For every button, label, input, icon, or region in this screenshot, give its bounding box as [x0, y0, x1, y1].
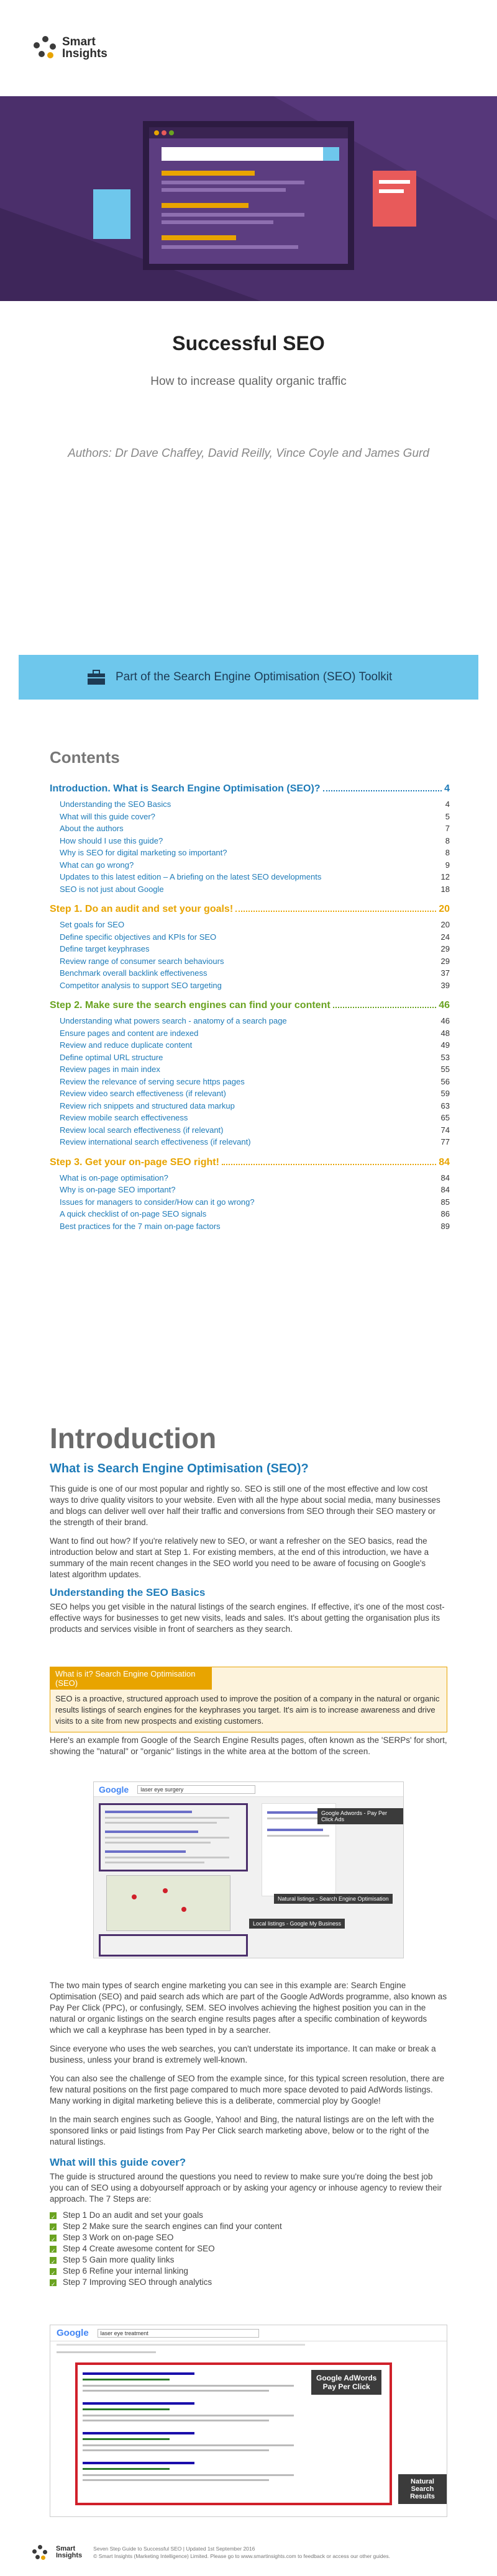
toolkit-banner: [19, 655, 478, 700]
map-icon: [106, 1875, 230, 1931]
toc-item[interactable]: What will this guide cover? 5: [60, 811, 450, 821]
serp-search-box: laser eye treatment: [98, 2329, 259, 2338]
toc-item[interactable]: A quick checklist of on-page SEO signals 86: [60, 1209, 450, 1218]
paragraph: The two main types of search engine marketing you can see in this example are: Search Engine Optimisation (SEO) and paid search ads which are part of the Google AdWords programme, also known as Pay Per Click (PPC), or confusingly, SEM. SEO involves achieving the highest position you can in the natural or organic listings on the search engine results pages after a specific combination of keywords which we call a keyphrase has been typed in by a searcher.: [50, 1981, 447, 2035]
toc-item[interactable]: Why is on-page SEO important? 84: [60, 1185, 450, 1194]
toc-item[interactable]: Review video search effectiveness (if relevant) 59: [60, 1089, 450, 1098]
toc-item[interactable]: Benchmark overall backlink effectiveness 37: [60, 968, 450, 978]
hero-illustration: [0, 96, 497, 301]
serp-header: [94, 1782, 403, 1797]
toc-item[interactable]: Set goals for SEO 20: [60, 920, 450, 929]
body-section: [50, 1980, 447, 2288]
cover-authors: Authors: Dr Dave Chaffey, David Reilly, Vince Coyle and James Gurd: [68, 447, 429, 460]
footer-logo-icon: [32, 2545, 47, 2560]
serp-screenshot-1: [93, 1781, 404, 1958]
toc-item[interactable]: About the authors 7: [60, 824, 450, 833]
definition-callout: [50, 1667, 447, 1732]
toc-section-heading[interactable]: Step 2. Make sure the search engines can find your content 46: [50, 1000, 450, 1011]
google-logo: Google: [57, 2328, 89, 2338]
intro-section: [50, 1462, 447, 1635]
cover-title-block: [0, 332, 497, 389]
toc-section: [50, 904, 450, 991]
toc-item[interactable]: Review pages in main index 55: [60, 1065, 450, 1074]
paragraph: You can also see the challenge of SEO from the example since, for this typical screen resolution, there are few natural positions on the first page compared to much more space devoted to paid AdWords listings. Many working in digital marketing believe this is a deliberate, commercial ploy by Google!: [50, 2074, 445, 2105]
toc-section: [50, 1000, 450, 1148]
table-of-contents: [50, 783, 450, 1241]
toc-item[interactable]: Why is SEO for digital marketing so important? 8: [60, 848, 450, 857]
checkbox-icon: [50, 2279, 57, 2286]
toc-item[interactable]: Review local search effectiveness (if relevant) 74: [60, 1125, 450, 1135]
adwords-label: Google AdWords Pay Per Click: [311, 2370, 381, 2395]
list-item: ✓ Step 3 Work on on-page SEO: [50, 2232, 447, 2243]
toc-item[interactable]: What can go wrong? 9: [60, 860, 450, 870]
natural-highlight-box: [99, 1934, 248, 1957]
footer-text: Seven Step Guide to Successful SEO | Updated 1st September 2016 © Smart Insights (Marketing Intelligence) Limited. Please go to www.smartinsights.com to feedback or access our other guides.: [93, 2546, 390, 2559]
toc-item[interactable]: Review range of consumer search behaviours 29: [60, 956, 450, 966]
checkbox-icon: [50, 2235, 57, 2241]
toc-item[interactable]: Updates to this latest edition – A briefing on the latest SEO developments 12: [60, 872, 450, 881]
toc-item[interactable]: Review mobile search effectiveness 65: [60, 1113, 450, 1122]
list-item: ✓ Step 5 Gain more quality links: [50, 2254, 447, 2266]
serp-screenshot-2: [50, 2325, 447, 2517]
toc-item[interactable]: Competitor analysis to support SEO targeting 39: [60, 980, 450, 990]
google-logo: Google: [99, 1784, 129, 1795]
paragraph: Want to find out how? If you're relatively new to SEO, or want a refresher on the SEO basics, read the introduction below and start at Step 1. For existing members, at the end of this introduction, we have a summary of the main recent changes in the SEO world you need to be aware of focusing on Google's latest algorithm updates.: [50, 1536, 429, 1579]
browser-illustration-icon: [0, 96, 497, 301]
cover-title: Successful SEO: [172, 332, 325, 354]
guide-cover-heading: What will this guide cover?: [50, 2156, 186, 2168]
list-item: ✓ Step 6 Refine your internal linking: [50, 2266, 447, 2277]
steps-list: [50, 2210, 447, 2288]
list-item: ✓ Step 7 Improving SEO through analytics: [50, 2277, 447, 2288]
introduction-heading: Introduction: [50, 1422, 217, 1454]
toc-item[interactable]: Understanding what powers search - anatomy of a search page 46: [60, 1016, 450, 1025]
toc-section-heading[interactable]: Step 3. Get your on-page SEO right! 84: [50, 1156, 450, 1168]
checkbox-icon: [50, 2257, 57, 2264]
toc-item[interactable]: Define target keyphrases 29: [60, 944, 450, 953]
paragraph: SEO helps you get visible in the natural listings of the search engines. If effective, it's one of the most cost-effective ways for businesses to get new visits, leads and sales. It's about getting the organisation plus its products and services visible in front of searchers as they search.: [50, 1602, 445, 1634]
cover-subtitle: How to increase quality organic traffic: [150, 375, 347, 388]
natural-results-label: Natural Search Results: [398, 2474, 447, 2504]
toolkit-text: Part of the Search Engine Optimisation (SEO) Toolkit: [116, 670, 393, 683]
natural-label: Natural listings - Search Engine Optimisation: [274, 1894, 393, 1904]
toc-section: [50, 1157, 450, 1233]
local-label: Local listings - Google My Business: [249, 1919, 345, 1929]
smart-insights-logo: [34, 36, 107, 60]
toc-item[interactable]: Issues for managers to consider/How can it go wrong? 85: [60, 1197, 450, 1207]
ads-label: Google Adwords - Pay Per Click Ads: [317, 1808, 403, 1824]
list-item: ✓ Step 2 Make sure the search engines can find your content: [50, 2221, 447, 2232]
paragraph: This guide is one of our most popular and rightly so. SEO is still one of the most effective and low cost ways to drive quality visitors to your website. Even with all the hype about social media, many businesses and blogs can deliver well over half their traffic and conversions from SEO through their SEO mastery or the strength of their brand.: [50, 1484, 440, 1527]
toc-item[interactable]: Define optimal URL structure 53: [60, 1052, 450, 1062]
callout-body: SEO is a proactive, structured approach used to improve the position of a company in the natural or organic results listings of search engines for the keyphrases you target. It's aim is to increase awareness and drive visits to a site from new prospects and existing customers.: [55, 1694, 440, 1726]
what-is-seo-heading: What is Search Engine Optimisation (SEO)?: [50, 1462, 309, 1475]
toc-item[interactable]: Define specific objectives and KPIs for SEO 24: [60, 932, 450, 942]
toc-item[interactable]: Review rich snippets and structured data markup 63: [60, 1101, 450, 1110]
toc-section-heading[interactable]: Step 1. Do an audit and set your goals! 20: [50, 904, 450, 914]
logo-text: Smart Insights: [62, 35, 107, 60]
toc-section: [50, 783, 450, 895]
paragraph: The guide is structured around the questions you need to review to make sure you're doing the best job you can of SEO using a dobyourself approach or by asking your agency or inhouse agency to review their approach. The 7 Steps are:: [50, 2172, 442, 2204]
page-footer: [32, 2545, 467, 2560]
paragraph: Here's an example from Google of the Search Engine Results pages, often known as the 'SERPs' for short, showing the "natural" or "organic" listings in the white area at the bottom of the screen.: [50, 1736, 447, 1756]
checkbox-icon: [50, 2246, 57, 2253]
paragraph: Since everyone who uses the web searches, you can't understate its importance. It can make or break a business, unless your brand is extremely well-known.: [50, 2044, 436, 2065]
toc-section-heading[interactable]: Introduction. What is Search Engine Optimisation (SEO)? 4: [50, 783, 450, 794]
paragraph: In the main search engines such as Google, Yahoo! and Bing, the natural listings are on the left with the sponsored links or paid listings from Pay Per Click search marketing above, below or to the right of the natural listings.: [50, 2115, 434, 2146]
toc-item[interactable]: How should I use this guide? 8: [60, 835, 450, 845]
seo-basics-heading: Understanding the SEO Basics: [50, 1587, 206, 1598]
toolbox-icon: [87, 669, 106, 685]
toc-item[interactable]: Understanding the SEO Basics 4: [60, 799, 450, 809]
list-item: ✓ Step 1 Do an audit and set your goals: [50, 2210, 447, 2221]
checkbox-icon: [50, 2223, 57, 2230]
contents-title: Contents: [50, 748, 120, 767]
toc-item[interactable]: SEO is not just about Google 18: [60, 884, 450, 894]
checkbox-icon: [50, 2212, 57, 2219]
toc-item[interactable]: Review and reduce duplicate content 49: [60, 1040, 450, 1050]
list-item: ✓ Step 4 Create awesome content for SEO: [50, 2243, 447, 2254]
serp-search-box: laser eye surgery: [137, 1785, 255, 1794]
toc-item[interactable]: Ensure pages and content are indexed 48: [60, 1028, 450, 1038]
logo-icon: [34, 36, 57, 60]
toc-item[interactable]: Review the relevance of serving secure https pages 56: [60, 1076, 450, 1086]
footer-logo-text: Smart Insights: [56, 2545, 83, 2559]
toc-item[interactable]: What is on-page optimisation? 84: [60, 1173, 450, 1182]
checkbox-icon: [50, 2268, 57, 2275]
toc-item[interactable]: Best practices for the 7 main on-page factors 89: [60, 1221, 450, 1231]
callout-title: What is it? Search Engine Optimisation (SEO): [50, 1667, 212, 1690]
toc-item[interactable]: Review international search effectiveness (if relevant) 77: [60, 1137, 450, 1146]
serp-header: [50, 2325, 447, 2341]
